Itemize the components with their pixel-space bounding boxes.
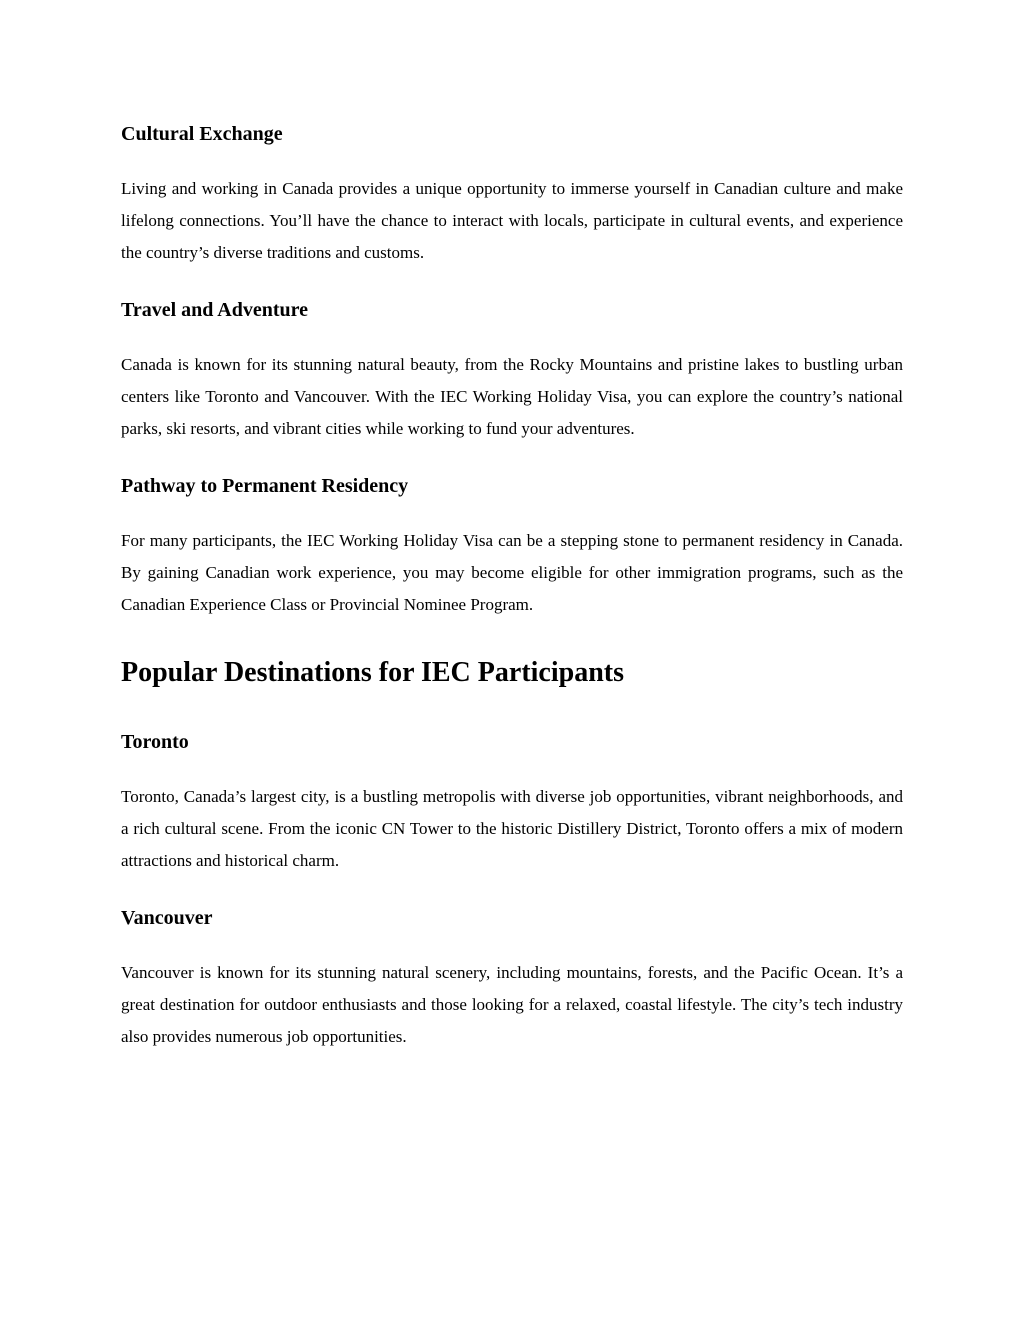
section-heading-travel-adventure: Travel and Adventure [121,299,309,321]
destination-body-vancouver: Vancouver is known for its stunning natural scenery, including mountains, forests, and the Pacific Ocean. It’s a great destination for outdoor enthusiasts and those looking for a relaxed, coastal lifestyle. The city’s tech industry also provides numerous job opportunities. [121,963,903,1046]
section-heading-cultural-exchange: Cultural Exchange [121,123,283,145]
section-body-permanent-residency: For many participants, the IEC Working Holiday Visa can be a stepping stone to permanent residency in Canada. By gaining Canadian work experience, you may become eligible for other immigration programs, such as the Canadian Experience Class or Provincial Nominee Program. [121,531,903,614]
section-body-travel-adventure: Canada is known for its stunning natural beauty, from the Rocky Mountains and pristine lakes to bustling urban centers like Toronto and Vancouver. With the IEC Working Holiday Visa, you can explore the country’s national parks, ski resorts, and vibrant cities while working to fund your adventures. [121,355,903,438]
destination-body-toronto: Toronto, Canada’s largest city, is a bustling metropolis with diverse job opportunities, vibrant neighborhoods, and a rich cultural scene. From the iconic CN Tower to the historic Distillery District, Toronto offers a mix of modern attractions and historical charm. [121,787,903,870]
section-body-cultural-exchange: Living and working in Canada provides a unique opportunity to immerse yourself in Canadian culture and make lifelong connections. You’ll have the chance to interact with locals, participate in cultural events, and experience the country’s diverse traditions and customs. [121,179,903,262]
destinations-title: Popular Destinations for IEC Participants [121,657,624,688]
destination-heading-vancouver: Vancouver [121,907,213,929]
destination-heading-toronto: Toronto [121,731,189,753]
section-heading-permanent-residency: Pathway to Permanent Residency [121,475,409,497]
